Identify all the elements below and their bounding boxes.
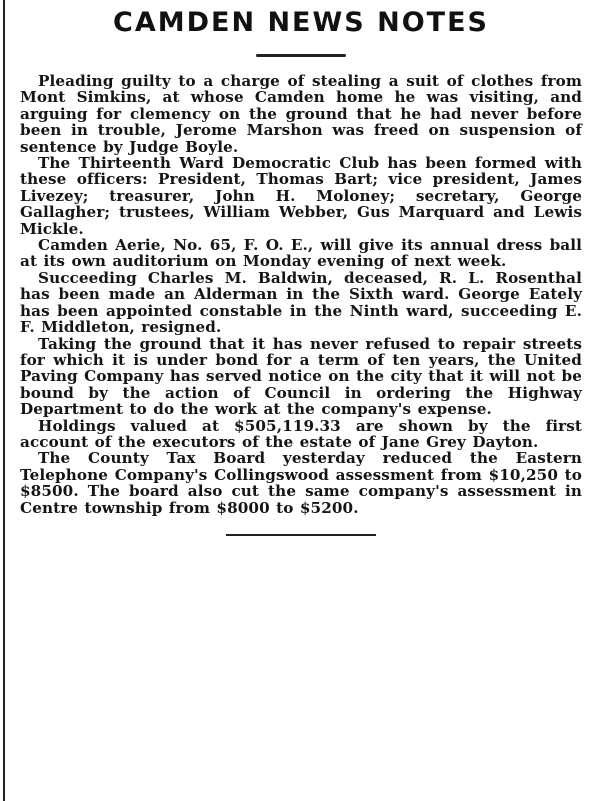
- news-article: [20, 0, 582, 536]
- column-divider-line: [3, 0, 5, 801]
- paragraph-alderman: Succeeding Charles M. Baldwin, deceased, R. L. Rosenthal has been made an Alderman in the Sixth ward. George Eately has been appointed constable in the Ninth ward, succeeding E. F. Middleton, resigned.: [20, 268, 582, 337]
- paragraph-marshon-case: Pleading guilty to a charge of stealing a suit of clothes from Mont Simkins, at whose Camden home he was visiting, and arguing for clemency on the ground that he had never before been in trouble, Jerome Marshon was freed on suspension of sentence by Judge Boyle.: [20, 72, 582, 156]
- paragraph-dayton-estate: Holdings valued at $505,119.33 are shown by the first account of the executors of the estate of Jane Grey Dayton.: [20, 416, 582, 451]
- paragraph-democratic-club: The Thirteenth Ward Democratic Club has been formed with these officers: President, Thomas Bart; vice president, James Livezey; treasurer, John H. Moloney; secretary, George Gallagher; trustees, William Webber, Gus Marquard and Lewis Mickle.: [20, 154, 582, 238]
- article-headline: CAMDEN NEWS NOTES: [113, 7, 489, 38]
- paragraph-paving-company: Taking the ground that it has never refused to repair streets for which it is under bond for a term of ten years, the United Paving Company has served notice on the city that it will not be bound by the action of Council in ordering the Highway Department to do the work at the company's expense.: [20, 334, 582, 419]
- headline-rule: [256, 54, 346, 57]
- paragraph-tax-board: The County Tax Board yesterday reduced the Eastern Telephone Company's Collingswood assessment from $10,250 to $8500. The board also cut the same company's assessment in Centre township from $8000 to $5200.: [20, 449, 582, 517]
- paragraph-aerie-ball: Camden Aerie, No. 65, F. O. E., will give its annual dress ball at its own auditorium on Monday evening of next week.: [20, 236, 582, 271]
- end-rule: [226, 534, 376, 536]
